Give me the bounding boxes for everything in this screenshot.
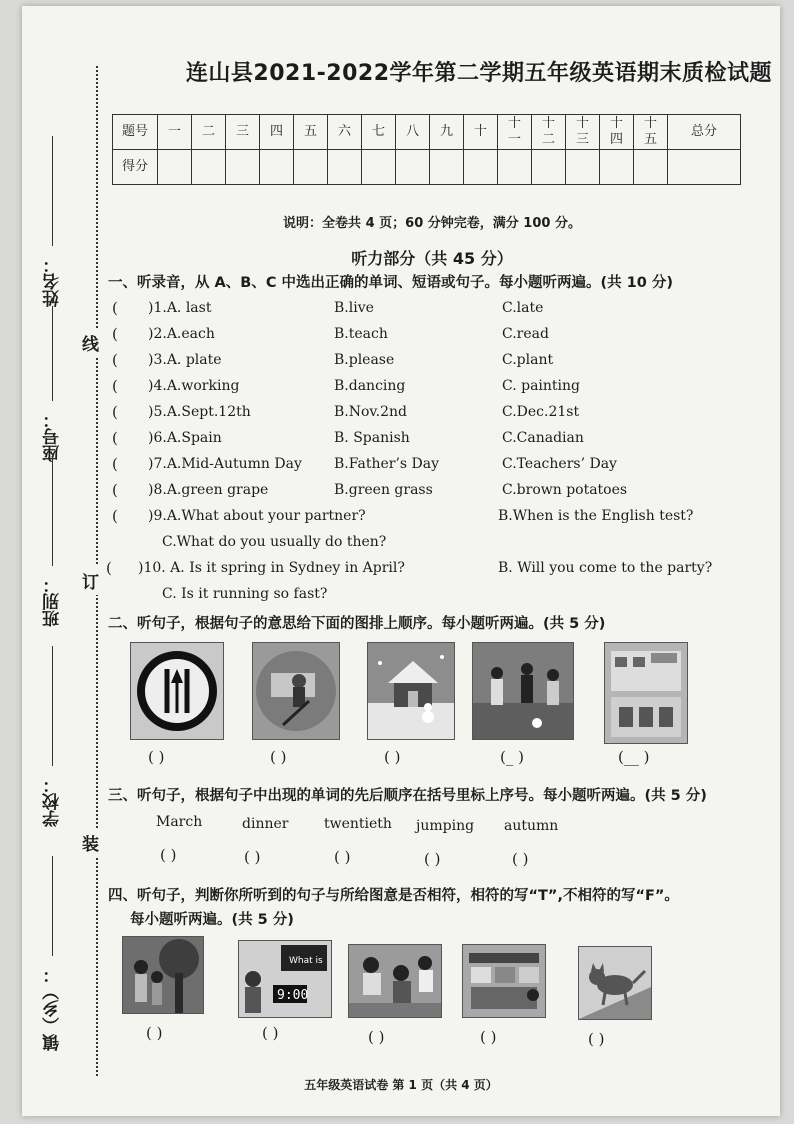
cut-mark-mount: 装: [82, 828, 99, 857]
q8-option-c: C.brown potatoes: [502, 482, 628, 498]
col-7: 七: [362, 115, 396, 150]
sec4-answer-3[interactable]: ( ): [368, 1028, 385, 1046]
name-label: 姓名：: [43, 256, 63, 307]
score-row-label: 得分: [113, 150, 158, 185]
q10-option-a: )10. A. Is it spring in Sydney in April?: [138, 560, 405, 576]
answer-paren[interactable]: (: [112, 377, 118, 395]
score-cell[interactable]: [260, 150, 294, 185]
word-march: March: [156, 814, 203, 830]
total-score-cell[interactable]: [668, 150, 741, 185]
children-playing-picture: [348, 944, 442, 1018]
children-tree-picture: [122, 936, 204, 1014]
total-header: 总分: [668, 115, 741, 150]
q5-option-b: B.Nov.2nd: [334, 404, 408, 420]
q4-option-b: B.dancing: [334, 378, 406, 394]
col-12: 十 二: [532, 115, 566, 150]
col-4: 四: [260, 115, 294, 150]
sec2-answer-5[interactable]: (__ ): [618, 748, 650, 766]
section-1-title: 一、听录音，从 A、B、C 中选出正确的单词、短语或句子。每小题听两遍。(共 10 分): [108, 275, 674, 291]
answer-paren[interactable]: (: [106, 559, 112, 577]
q10-option-b: B. Will you come to the party?: [498, 560, 713, 576]
seat-write-line[interactable]: [52, 306, 53, 401]
q1-option-a: )1.A. last: [148, 300, 212, 316]
sec4-answer-4[interactable]: ( ): [480, 1028, 497, 1046]
col-15: 十 五: [634, 115, 668, 150]
q7-option-b: B.Father’s Day: [334, 456, 440, 472]
section-4-title-line2: 每小题听两遍。(共 5 分): [130, 912, 294, 928]
score-header-label: 题号: [113, 115, 158, 150]
score-cell[interactable]: [430, 150, 464, 185]
score-cell[interactable]: [362, 150, 396, 185]
score-cell[interactable]: [396, 150, 430, 185]
exam-paper: [22, 6, 780, 1116]
score-cell[interactable]: [328, 150, 362, 185]
section-4-title: 四、听句子，判断你所听到的句子与所给图意是否相符，相符的写“T”,不相符的写“F”。: [108, 888, 679, 904]
q6-option-a: )6.A.Spain: [148, 430, 222, 446]
col-8: 八: [396, 115, 430, 150]
q7-option-a: )7.A.Mid-Autumn Day: [148, 456, 302, 472]
school-write-line[interactable]: [52, 646, 53, 766]
q6-option-c: C.Canadian: [502, 430, 584, 446]
col-11: 十 一: [498, 115, 532, 150]
q7-option-c: C.Teachers’ Day: [502, 456, 617, 472]
name-write-line[interactable]: [52, 136, 53, 246]
score-cell[interactable]: [532, 150, 566, 185]
clock-text: 9:00: [277, 988, 309, 1003]
word-twentieth: twentieth: [324, 816, 392, 832]
sec3-answer-1[interactable]: ( ): [160, 846, 177, 864]
q2-option-b: B.teach: [334, 326, 388, 342]
sec3-answer-5[interactable]: ( ): [512, 850, 529, 868]
score-cell[interactable]: [158, 150, 192, 185]
town-write-line[interactable]: [52, 856, 53, 956]
col-9: 九: [430, 115, 464, 150]
section-3-title: 三、听句子，根据句子中出现的单词的先后顺序在括号里标上序号。每小题听两遍。(共 5 分): [108, 788, 707, 804]
word-jumping: jumping: [416, 818, 475, 834]
q8-option-b: B.green grass: [334, 482, 433, 498]
sec4-answer-2[interactable]: ( ): [262, 1024, 279, 1042]
score-cell[interactable]: [600, 150, 634, 185]
school-label: 学校：: [43, 776, 63, 827]
listening-part-title: 听力部分（共 45 分）: [351, 249, 513, 268]
col-10: 十: [464, 115, 498, 150]
seat-label: 座号：: [43, 411, 63, 462]
score-cell[interactable]: [226, 150, 260, 185]
q1-option-b: B.live: [334, 300, 374, 316]
q1-option-c: C.late: [502, 300, 544, 316]
q5-option-a: )5.A.Sept.12th: [148, 404, 251, 420]
score-table: [112, 114, 741, 185]
q2-option-c: C.read: [502, 326, 549, 342]
football-players-picture: [472, 642, 574, 740]
sec2-answer-1[interactable]: ( ): [148, 748, 165, 766]
score-cell[interactable]: [498, 150, 532, 185]
town-label: 镇（乡）：: [43, 966, 63, 1051]
answer-paren[interactable]: (: [112, 351, 118, 369]
sec2-answer-2[interactable]: ( ): [270, 748, 287, 766]
score-cell[interactable]: [192, 150, 226, 185]
score-cell[interactable]: [634, 150, 668, 185]
q2-option-a: )2.A.each: [148, 326, 215, 342]
q9-option-a: )9.A.What about your partner?: [148, 508, 366, 524]
col-2: 二: [192, 115, 226, 150]
class-write-line[interactable]: [52, 456, 53, 566]
q3-option-b: B.please: [334, 352, 395, 368]
sec4-answer-1[interactable]: ( ): [146, 1024, 163, 1042]
q3-option-a: )3.A. plate: [148, 352, 222, 368]
section-2-title: 二、听句子，根据句子的意思给下面的图排上顺序。每小题听两遍。(共 5 分): [108, 616, 606, 632]
sec3-answer-2[interactable]: ( ): [244, 848, 261, 866]
col-5: 五: [294, 115, 328, 150]
sec3-answer-4[interactable]: ( ): [424, 850, 441, 868]
snowy-house-picture: [367, 642, 455, 740]
q9-option-b: B.When is the English test?: [498, 508, 694, 524]
score-cell[interactable]: [464, 150, 498, 185]
q4-option-a: )4.A.working: [148, 378, 240, 394]
sec2-answer-4[interactable]: (_ ): [500, 748, 524, 766]
market-stall-picture: [462, 944, 546, 1018]
q9-option-c: C.What do you usually do then?: [162, 534, 387, 550]
score-cell[interactable]: [294, 150, 328, 185]
q4-option-c: C. painting: [502, 378, 580, 394]
q5-option-c: C.Dec.21st: [502, 404, 580, 420]
board-text: What is: [289, 956, 323, 966]
word-autumn: autumn: [504, 818, 559, 834]
cat-picture: [578, 946, 652, 1020]
sec3-answer-3[interactable]: ( ): [334, 848, 351, 866]
answer-paren[interactable]: (: [112, 507, 118, 525]
col-13: 十 三: [566, 115, 600, 150]
answer-paren[interactable]: (: [112, 455, 118, 473]
page-footer: 五年级英语试卷 第 1 页（共 4 页）: [304, 1078, 498, 1092]
q3-option-c: C.plant: [502, 352, 554, 368]
answer-paren[interactable]: (: [112, 429, 118, 447]
cleaning-picture: [252, 642, 340, 740]
col-3: 三: [226, 115, 260, 150]
col-14: 十 四: [600, 115, 634, 150]
answer-paren[interactable]: (: [112, 325, 118, 343]
exam-title: 连山县2021-2022学年第二学期五年级英语期末质检试题: [185, 61, 772, 86]
cut-mark-line: 线: [82, 328, 99, 357]
q10-option-c: C. Is it running so fast?: [162, 586, 328, 602]
no-overtaking-sign-picture: [130, 642, 224, 740]
col-1: 一: [158, 115, 192, 150]
shop-building-picture: [604, 642, 688, 744]
class-label: 班别：: [43, 576, 63, 627]
answer-paren[interactable]: (: [112, 299, 118, 317]
q6-option-b: B. Spanish: [334, 430, 410, 446]
answer-paren[interactable]: (: [112, 403, 118, 421]
class-clock-picture: [238, 940, 332, 1018]
cut-mark-bind: 订: [82, 566, 99, 595]
answer-paren[interactable]: (: [112, 481, 118, 499]
word-dinner: dinner: [242, 816, 289, 832]
exam-note: 说明：全卷共 4 页；60 分钟完卷，满分 100 分。: [283, 216, 581, 231]
score-cell[interactable]: [566, 150, 600, 185]
sec4-answer-5[interactable]: ( ): [588, 1030, 605, 1048]
q8-option-a: )8.A.green grape: [148, 482, 269, 498]
col-6: 六: [328, 115, 362, 150]
sec2-answer-3[interactable]: ( ): [384, 748, 401, 766]
